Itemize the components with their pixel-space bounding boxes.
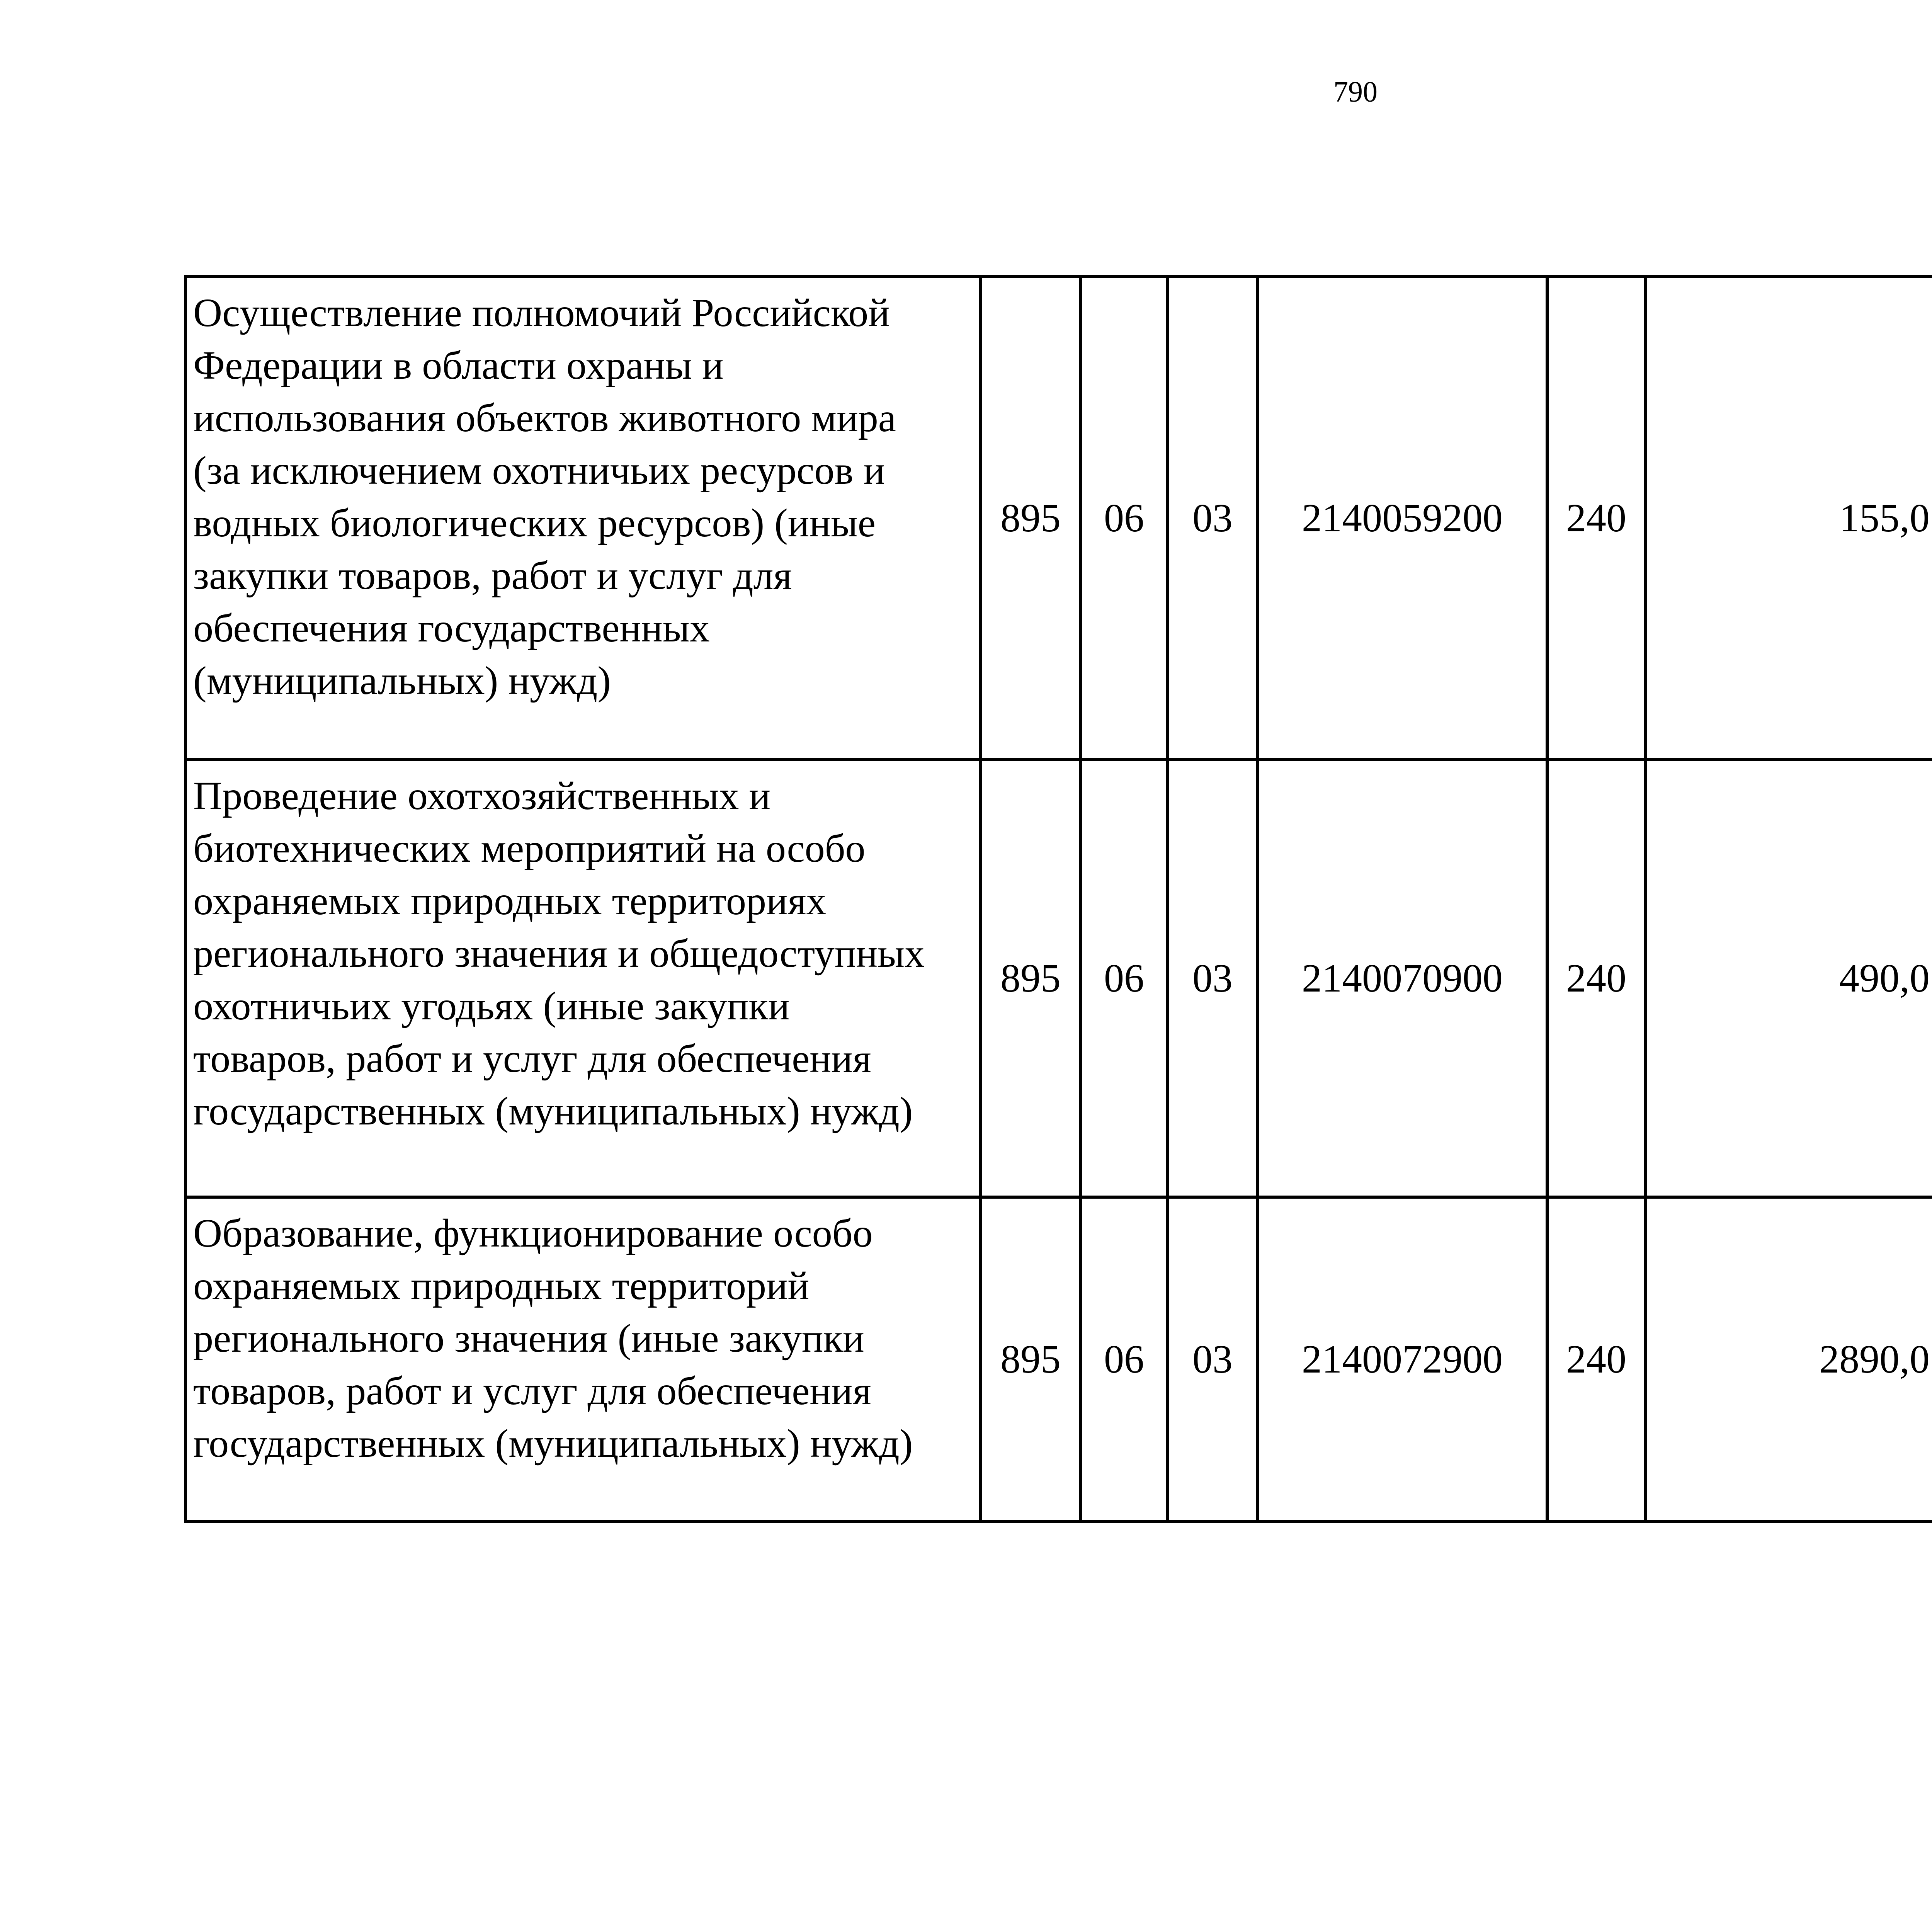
table-row — [185, 1197, 1932, 1522]
amount-1-cell: 155,0 — [1645, 277, 1932, 760]
target-article-cell: 2140059200 — [1257, 277, 1547, 760]
description-line: водных биологических ресурсов) (иные — [193, 501, 876, 545]
description-line: регионального значения (иные закупки — [193, 1316, 864, 1361]
description-line: Проведение охотхозяйственных и — [193, 774, 771, 818]
subsection-code-cell: 03 — [1168, 760, 1257, 1197]
description-line: товаров, работ и услуг для обеспечения — [193, 1036, 871, 1081]
description-line: охраняемых природных территориях — [193, 879, 827, 923]
description-line: охотничьих угодьях (иные закупки — [193, 984, 790, 1028]
expense-description-cell — [185, 760, 981, 1197]
description-line: Осуществление полномочий Российской — [193, 291, 890, 335]
page-number: 790 — [1333, 76, 1378, 108]
description-line: (муниципальных) нужд) — [193, 658, 611, 703]
description-line: обеспечения государственных — [193, 606, 710, 650]
description-line: регионального значения и общедоступных — [193, 931, 925, 976]
description-line: Образование, функционирование особо — [193, 1211, 873, 1255]
description-line: государственных (муниципальных) нужд) — [193, 1421, 913, 1466]
section-code-cell: 06 — [1080, 277, 1168, 760]
target-article-cell: 2140070900 — [1257, 760, 1547, 1197]
section-code-cell: 06 — [1080, 760, 1168, 1197]
table-row — [185, 760, 1932, 1197]
amount-1-cell: 490,0 — [1645, 760, 1932, 1197]
ministry-code-cell: 895 — [981, 760, 1080, 1197]
expense-description-cell — [185, 1197, 981, 1522]
ministry-code-cell: 895 — [981, 277, 1080, 760]
description-line: биотехнических мероприятий на особо — [193, 826, 866, 871]
description-line: использования объектов животного мира — [193, 396, 896, 440]
amount-1-cell: 2890,0 — [1645, 1197, 1932, 1522]
expense-description-cell — [185, 277, 981, 760]
description-line: (за исключением охотничьих ресурсов и — [193, 448, 885, 493]
ministry-code-cell: 895 — [981, 1197, 1080, 1522]
subsection-code-cell: 03 — [1168, 277, 1257, 760]
expense-type-cell: 240 — [1547, 277, 1645, 760]
section-code-cell: 06 — [1080, 1197, 1168, 1522]
description-line: товаров, работ и услуг для обеспечения — [193, 1369, 871, 1413]
description-line: охраняемых природных территорий — [193, 1264, 810, 1308]
subsection-code-cell: 03 — [1168, 1197, 1257, 1522]
expense-type-cell: 240 — [1547, 760, 1645, 1197]
description-line: закупки товаров, работ и услуг для — [193, 553, 792, 598]
table-row — [185, 277, 1932, 760]
description-line: государственных (муниципальных) нужд) — [193, 1089, 913, 1133]
budget-table — [184, 275, 1932, 1523]
description-line: Федерации в области охраны и — [193, 343, 724, 388]
expense-type-cell: 240 — [1547, 1197, 1645, 1522]
target-article-cell: 2140072900 — [1257, 1197, 1547, 1522]
